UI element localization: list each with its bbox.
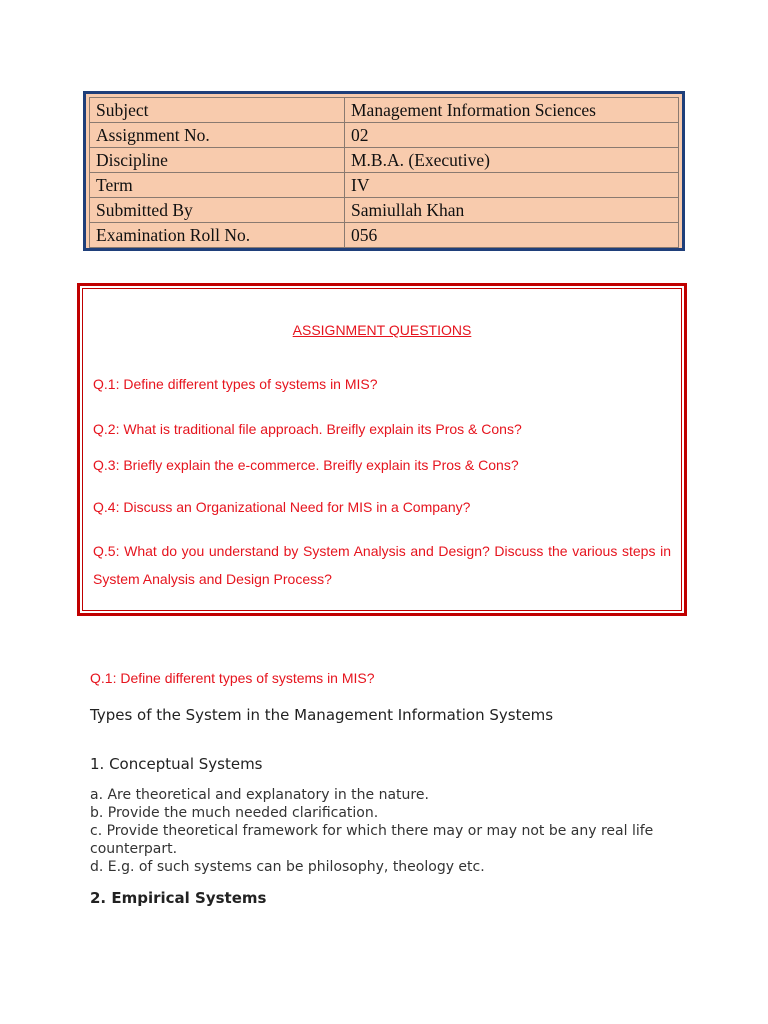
submitted-by-value: Samiullah Khan bbox=[345, 198, 679, 223]
assignment-questions-box bbox=[77, 283, 687, 616]
roll-no-label: Examination Roll No. bbox=[90, 223, 345, 248]
term-value: IV bbox=[345, 173, 679, 198]
assignment-no-label: Assignment No. bbox=[90, 123, 345, 148]
info-table-frame bbox=[83, 91, 685, 251]
question-item: Q.1: Define different types of systems in MIS? bbox=[93, 376, 378, 392]
table-row bbox=[90, 123, 679, 148]
discipline-label: Discipline bbox=[90, 148, 345, 173]
list-item: a. Are theoretical and explanatory in the nature. bbox=[90, 787, 429, 803]
assignment-questions-title: ASSIGNMENT QUESTIONS bbox=[292, 322, 472, 338]
list-item: d. E.g. of such systems can be philosophy, theology etc. bbox=[90, 859, 485, 875]
subject-value: Management Information Sciences bbox=[345, 98, 679, 123]
term-label: Term bbox=[90, 173, 345, 198]
question-item: Q.3: Briefly explain the e-commerce. Breifly explain its Pros & Cons? bbox=[93, 457, 519, 473]
subject-label: Subject bbox=[90, 98, 345, 123]
conceptual-systems-list bbox=[90, 786, 690, 876]
table-row bbox=[90, 148, 679, 173]
table-row bbox=[90, 173, 679, 198]
assignment-questions-inner bbox=[82, 288, 682, 611]
question-item: Q.5: What do you understand by System Analysis and Design? Discuss the various steps in System Analysis and Design Process? bbox=[93, 543, 671, 587]
roll-no-value: 056 bbox=[345, 223, 679, 248]
info-table bbox=[89, 97, 679, 248]
submitted-by-label: Submitted By bbox=[90, 198, 345, 223]
assignment-no-value: 02 bbox=[345, 123, 679, 148]
list-item: c. Provide theoretical framework for which there may or may not be any real life counterpart. bbox=[90, 823, 654, 857]
table-row bbox=[90, 198, 679, 223]
question-item: Q.4: Discuss an Organizational Need for MIS in a Company? bbox=[93, 499, 471, 515]
section-heading-empirical: 2. Empirical Systems bbox=[90, 889, 267, 907]
discipline-value: M.B.A. (Executive) bbox=[345, 148, 679, 173]
list-item: b. Provide the much needed clarification. bbox=[90, 805, 379, 821]
table-row bbox=[90, 98, 679, 123]
question-item: Q.2: What is traditional file approach. Breifly explain its Pros & Cons? bbox=[93, 421, 522, 437]
table-row bbox=[90, 223, 679, 248]
answer-question-heading: Q.1: Define different types of systems in MIS? bbox=[90, 670, 375, 686]
section-heading-conceptual: 1. Conceptual Systems bbox=[90, 755, 263, 773]
answer-intro: Types of the System in the Management Information Systems bbox=[90, 706, 554, 724]
